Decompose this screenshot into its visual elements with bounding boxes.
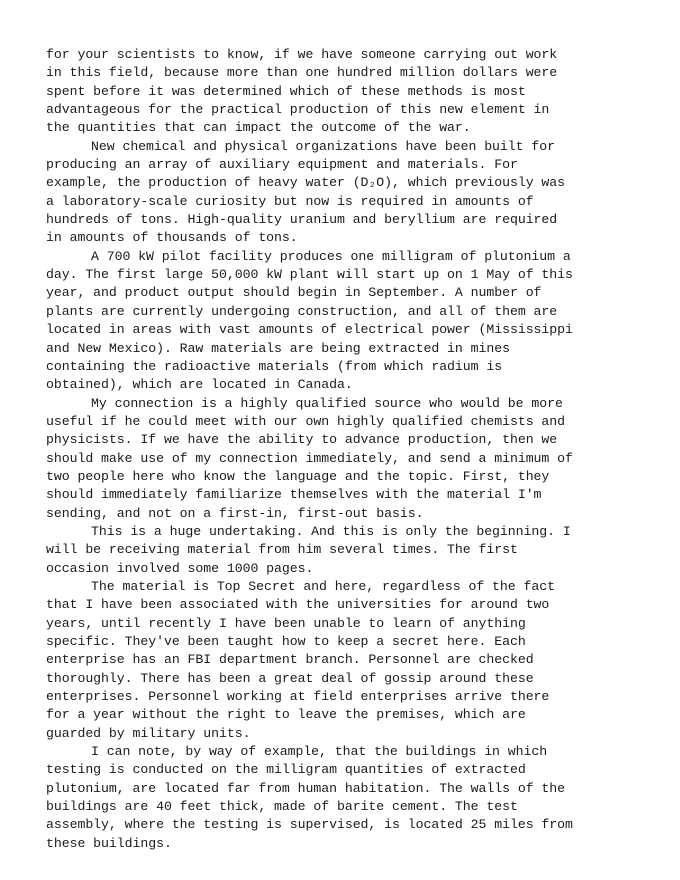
text-line: a laboratory-scale curiosity but now is required in amounts of — [46, 193, 534, 209]
text-line: year, and product output should begin in September. A number of — [46, 285, 542, 301]
text-line: buildings are 40 feet thick, made of barite cement. The test — [46, 799, 518, 815]
paragraph-4 — [46, 395, 646, 523]
text-line: and New Mexico). Raw materials are being extracted in mines — [46, 340, 510, 356]
text-line: that I have been associated with the universities for around two — [46, 597, 550, 613]
text-line: physicists. If we have the ability to advance production, then we — [46, 432, 558, 448]
text-line: plutonium, are located far from human habitation. The walls of the — [46, 780, 566, 796]
text-line: should make use of my connection immediately, and send a minimum of — [46, 450, 573, 466]
text-line: should immediately familiarize themselves with the material I'm — [46, 487, 542, 503]
text-line: occasion involved some 1000 pages. — [46, 560, 314, 576]
text-line: New chemical and physical organizations have been built for — [91, 138, 555, 154]
text-line: example, the production of heavy water (D₂O), which previously was — [46, 175, 566, 191]
text-line: plants are currently undergoing construction, and all of them are — [46, 303, 558, 319]
text-line: for a year without the right to leave the premises, which are — [46, 707, 526, 723]
text-line: these buildings. — [46, 835, 172, 851]
text-line: guarded by military units. — [46, 725, 251, 741]
text-line: useful if he could meet with our own highly qualified chemists and — [46, 413, 566, 429]
text-line: thoroughly. There has been a great deal of gossip around these — [46, 670, 534, 686]
text-line: for your scientists to know, if we have someone carrying out work — [46, 47, 558, 62]
paragraph-2 — [46, 138, 646, 248]
text-line: the quantities that can impact the outcome of the war. — [46, 120, 471, 136]
paragraph-3 — [46, 248, 646, 395]
text-line: enterprises. Personnel working at field enterprises arrive there — [46, 689, 550, 705]
paragraph-1 — [46, 46, 646, 138]
text-line: obtained), which are located in Canada. — [46, 377, 353, 393]
document-body — [46, 46, 646, 853]
text-line: enterprise has an FBI department branch. Personnel are checked — [46, 652, 534, 668]
text-line: This is a huge undertaking. And this is only the beginning. I — [91, 523, 571, 539]
text-line: spent before it was determined which of these methods is most — [46, 83, 526, 99]
text-line: assembly, where the testing is supervised, is located 25 miles from — [46, 817, 573, 833]
text-line: hundreds of tons. High-quality uranium and beryllium are required — [46, 212, 558, 228]
paragraph-7 — [46, 743, 646, 853]
text-line: in this field, because more than one hundred million dollars were — [46, 65, 558, 81]
text-line: located in areas with vast amounts of electrical power (Mississippi — [46, 322, 573, 338]
text-line: specific. They've been taught how to keep a secret here. Each — [46, 634, 526, 649]
text-line: sending, and not on a first-in, first-out basis. — [46, 505, 424, 521]
paragraph-6 — [46, 578, 646, 743]
text-line: advantageous for the practical production of this new element in — [46, 102, 550, 118]
text-line: testing is conducted on the milligram quantities of extracted — [46, 762, 526, 778]
text-line: The material is Top Secret and here, regardless of the fact — [91, 578, 555, 594]
text-line: years, until recently I have been unable to learn of anything — [46, 615, 526, 631]
text-line: producing an array of auxiliary equipment and materials. For — [46, 157, 518, 173]
text-line: I can note, by way of example, that the buildings in which — [91, 744, 548, 760]
text-line: A 700 kW pilot facility produces one milligram of plutonium a — [91, 248, 571, 264]
text-line: will be receiving material from him several times. The first — [46, 542, 518, 558]
text-line: My connection is a highly qualified source who would be more — [91, 395, 563, 411]
text-line: in amounts of thousands of tons. — [46, 230, 298, 246]
text-line: containing the radioactive materials (from which radium is — [46, 358, 503, 374]
text-line: day. The first large 50,000 kW plant will start up on 1 May of this — [46, 267, 573, 283]
text-line: two people here who know the language and the topic. First, they — [46, 468, 550, 484]
paragraph-5 — [46, 523, 646, 578]
